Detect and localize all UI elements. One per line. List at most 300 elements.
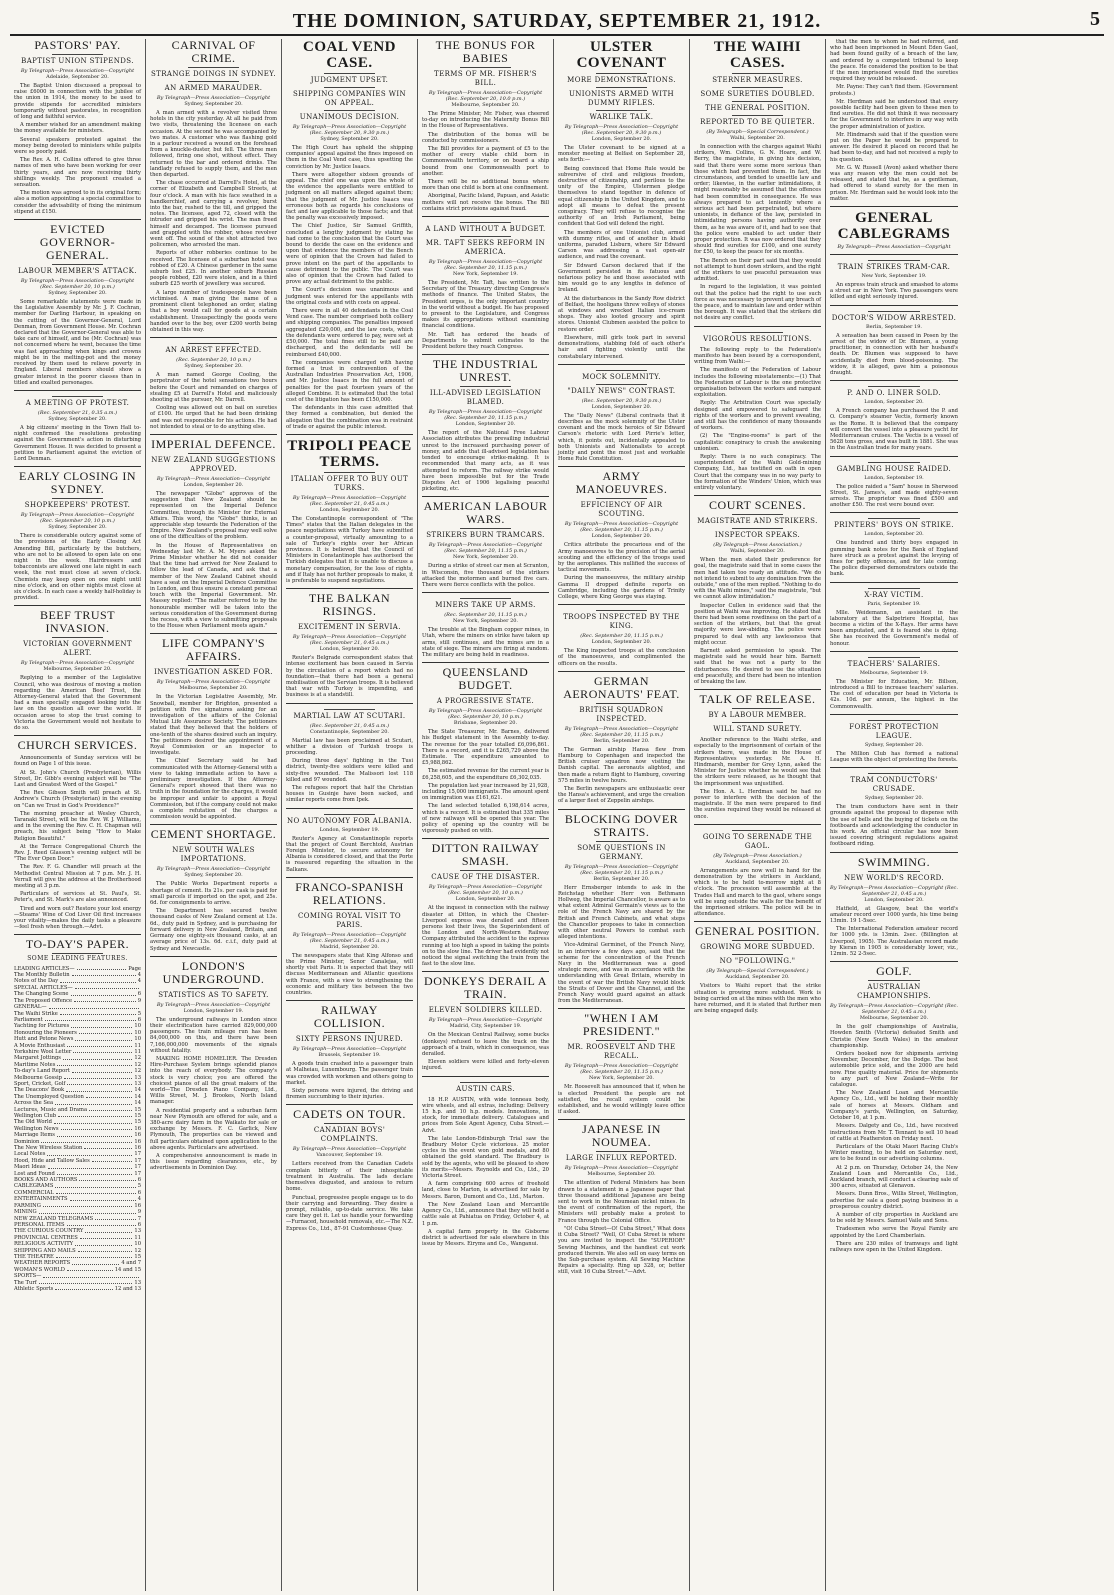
features-item-label: RELIGIOUS ACTIVITY	[14, 1241, 74, 1248]
divider-rule	[460, 1082, 511, 1083]
article-paragraph: When the men stated their preference for goal, the magistrate said that in some cases the men had taken too ready an attitude. "We do not intend to submit to any domination from the outside," one of the men replied. "Nothing to do with the Waihi mines," said the magistrate, "but we cannot allow intimidation."	[694, 557, 821, 601]
features-item-label: SPORTS—	[14, 1273, 42, 1280]
article-subheading: A PROGRESSIVE STATE.	[436, 697, 535, 706]
features-item-label: The Turf	[14, 1279, 37, 1286]
article-paragraph: (2) The "Engine-rooms" is part of the capitalistic conspiracy to crush the awakening unionism.	[694, 433, 821, 452]
features-item-page: 11	[134, 1234, 141, 1241]
article-byline: By Telegraph—Press Association—Copyright (Rec. September 20, 10 p.m.)	[428, 708, 543, 721]
features-item-page: 16	[134, 1202, 141, 1209]
article-paragraph: A farm comprising 600 acres of freehold land, close to Marton, is advertised for sale by Messrs. Baron, Dumont and Co., Ltd., Marton.	[422, 1181, 549, 1200]
article-paragraph: The companies were charged with having formed a trust in contravention of the Australian Industries Preservation Act, 1906, and Mr. Justice Isaacs in the full amount of penalties for the past fourteen years of the alleged Combine. It is estimated that the total cost of the litigation has been £150,000.	[286, 359, 413, 403]
article-paragraph: The trouble at the Bingham copper mines, in Utah, where the miners on strike have taken up arms, still continues, and the mines are in a state of siege. The miners are firing at random. The military are being held in readiness.	[422, 627, 549, 658]
article-paragraph: A big citizens' meeting in the Town Hall to-night confirmed the resolutions protesting against the Government's action in disturbing Government House. It was decided to present a petition to Parliament against the eviction of Lord Denman.	[14, 424, 141, 462]
divider-rule	[868, 773, 919, 774]
features-item-label: Lectures, Music and Drama	[14, 1106, 88, 1113]
article-header	[830, 254, 958, 279]
article-header	[14, 466, 141, 530]
article-paragraph: Another reference to the Waihi strike, and especially to the imprisonment of certain of the strikers there, was made in the House of Representatives yesterday. Mr. A. H. Hindmarsh, member for Grey Lynn, asked the Minister for Justice whether he would see that the strikers were released, as he thought that the imprisonment was unjustified.	[694, 737, 821, 787]
article-subheading: INVESTIGATION ASKED FOR.	[154, 668, 273, 677]
features-item-label: The Unemployed Question	[14, 1093, 84, 1100]
article-header	[422, 592, 549, 624]
dot-leader	[84, 1145, 132, 1149]
article-subheading: TRAIN STRIKES TRAM-CAR.	[837, 263, 951, 272]
features-item-label: The Proposed Offence	[14, 997, 73, 1004]
article-header	[14, 39, 141, 80]
article-paragraph: A man armed with a revolver visited three hotels in the city yesterday. At all he paid from two visits, threatening the licensee on each occasion. At the second he was accompanied by two mates. A customer who was flashing gold in a parlour received a wound on the forehead from a knuckle-duster, but fell. The three men followed, firing one shot, without effect. They returned to the bar and ordered drinks. The landlady refused to supply them, and the men then departed.	[150, 110, 277, 179]
article-paragraph: There is considerable outcry against some of the provisions of the Early Closing Act Amending Bill, particularly by the butchers, who are not to be allowed to open late on one night in the week. Hairdressers and tobacconists are allowed one late night in each week, the rest must close at seven o'clock. Chemists may keep open on one night until nine o'clock, and on other nights must close at six o'clock. In each case a weekly half-holiday is provided.	[14, 533, 141, 602]
article-dateline: Sydney, September 20.	[184, 872, 243, 879]
divider-rule	[732, 101, 783, 102]
article-subheading: MAGISTRATE AND STRIKERS.	[697, 517, 818, 526]
article-subheading: SHIPPING COMPANIES WIN ON APPEAL.	[292, 90, 407, 107]
article-paragraph: Messrs. Dalgety and Co., Ltd., have received instructions from Mr. T. Tennant to sell 10 head of cattle at Featherston on Friday next.	[830, 1123, 958, 1142]
features-item-label: FARMING	[14, 1202, 41, 1209]
column-7	[826, 39, 962, 1591]
article-paragraph: A comprehensive announcement is made in this issue regarding clearances, etc., by advertisements in Dominion Day.	[150, 1152, 277, 1172]
divider-rule	[460, 528, 511, 529]
divider-rule	[460, 1003, 511, 1004]
article-paragraph: The Bench on their part said that they would not attempt to hunt down strikers, and the right of the strikers to use peaceful persuasion was admitted.	[694, 257, 821, 283]
article-byline: By Telegraph—Press Association—Copyright	[20, 68, 135, 74]
article-byline: By Telegraph—Press Association—Copyright (Rec. September 21, 0.45 a.m.)	[292, 931, 407, 944]
dot-leader	[77, 966, 127, 970]
article-subheading: ILL-ADVISED LEGISLATION BLAMED.	[429, 389, 542, 407]
article-dateline: London, September 20.	[591, 136, 652, 142]
column-2	[146, 39, 282, 1591]
article-paragraph: A sensation has been caused in Posen by the arrest of the widow of Dr. Blumen, a young practitioner, in connection with her husband's death. Dr. Blumen was supposed to have accidentally died from blood-poisoning. The widow, it is alleged, gave him a poisonous draught.	[830, 332, 958, 376]
article-headline: CADETS ON TOUR.	[293, 1107, 406, 1122]
divider-rule	[52, 498, 103, 499]
divider-rule	[732, 940, 783, 941]
features-item-label: Yachting for Pictures	[14, 1023, 70, 1030]
article-dateline: London, September 19.	[319, 826, 380, 833]
features-item-label: NEW ZEALAND TELEGRAMS	[14, 1215, 94, 1222]
article-header	[150, 434, 277, 488]
article-paragraph: The Million Club has formed a national League with the object of protecting the forests.	[830, 750, 958, 763]
dot-leader	[56, 1190, 136, 1194]
article-paragraph: A number of city properties in Auckland are to be sold by Messrs. Samuel Vaile and Sons.	[830, 1211, 958, 1225]
dot-leader	[80, 1235, 133, 1239]
features-item-page: 15	[134, 1113, 141, 1120]
article-subheading: UNIONISTS ARMED WITH DUMMY RIFLES.	[568, 90, 675, 107]
article-paragraph: The report of the National Free Labour Association attributes the prevailing industrial unrest to the increased purchasing power of money, and adds that ill-advised legislation has tended to encourage strike-making. It is recommended that many acts, as it was attempted to reform. The railway strike would have been impossible but for the Trade Disputes Act of 1906 legalising peaceful picketing, etc.	[422, 430, 549, 493]
article-header	[14, 735, 141, 752]
article-paragraph: Barnett asked permission to speak. The magistrate said he would hear him. Barnett said that he was not a party to the disturbances. He desired to see the situation end peacefully, and there had been no intention of breaking the law.	[694, 648, 821, 686]
divider-rule	[52, 953, 103, 954]
divider-rule	[52, 396, 103, 397]
article-paragraph: Hatfield, at Glasgow, beat the world's amateur record over 1000 yards, his time being 13min. 19 1-5sec.	[830, 905, 958, 925]
features-item-label: SPECIAL ARTICLES—	[14, 984, 73, 991]
divider-rule	[868, 311, 919, 312]
article-paragraph: The Berlin newspapers are enthusiastic over the Hansa's achievement, and urge the creation of a larger fleet of Zeppelin airships.	[558, 785, 685, 805]
columns-container	[10, 39, 1104, 1591]
article-dateline: New York, September 20.	[452, 618, 519, 625]
features-item-page: 10	[134, 1029, 141, 1036]
column-3	[282, 39, 418, 1591]
article-subheading: MR. TAFT SEEKS REFORM IN AMERICA.	[425, 239, 546, 257]
article-paragraph: Mlle. Weidemann, an assistant in the laboratory at the Salpetriere Hospital, has become a victim of the X-Rays. Her arms have been amputated, and it is feared she is dying. She has received the Government's medal of honour.	[830, 609, 958, 647]
article-paragraph: The members of one Unionist club, armed with dummy rifles, and of another in khaki uniforms, paraded Lisburn, where Sir Edward Carson was addressing a vast open-air audience, and read the covenant.	[558, 229, 685, 261]
article-dateline: London, September 20.	[864, 399, 924, 406]
article-dateline: London, September 20.	[183, 481, 244, 488]
features-item-label: PERSONAL ITEMS	[14, 1221, 65, 1228]
divider-rule	[596, 841, 647, 842]
features-item-page: 15	[134, 1253, 141, 1260]
article-subheading: COMING ROYAL VISIT TO PARIS.	[297, 911, 402, 929]
article-paragraph: The police raided a "Sam" house in Sherwood Street, St. James's, and made eighty-seven arrests. The proprietor was fined £500 and another £50. The rest were bound over.	[830, 483, 958, 509]
article-dateline: Melbourne, September 20.	[859, 1015, 929, 1022]
dot-leader	[49, 1004, 139, 1008]
features-item-label: Honouring the Pioneers	[14, 1029, 77, 1036]
article-dateline: Madrid, City, September 19.	[449, 1023, 522, 1030]
divider-rule	[868, 462, 919, 463]
dot-leader	[55, 1100, 132, 1104]
divider-rule	[460, 67, 511, 68]
features-item-page: 16	[134, 1125, 141, 1132]
article-paragraph: The Rev. F. G. Chandler will preach at the Methodist Central Mission at 7 p.m. Mr. J. H. Verrall will give the address at the Brotherhood meeting at 3 p.m.	[14, 864, 141, 890]
divider-rule	[324, 472, 375, 473]
article-dateline: Sydney, September 20.	[864, 795, 924, 802]
divider-rule	[868, 386, 919, 387]
features-item-label: WOMAN'S WORLD	[14, 1266, 65, 1273]
article-subheading: STERNER MEASURES.	[712, 76, 803, 84]
dot-leader	[71, 991, 136, 995]
dot-leader	[79, 1030, 132, 1034]
features-item-page: 12	[134, 1055, 141, 1062]
article-subheading: X-RAY VICTIM.	[864, 590, 924, 599]
article-paragraph: Mr. Hindmarsh said that if the question were put on the Paper he would be prepared to answer. He desired it placed on record that he had been to-day, and had not received a reply to his question.	[830, 131, 958, 163]
dot-leader	[95, 1216, 136, 1220]
article-paragraph: A residential property and a suburban farm near New Plymouth are offered for sale, and a 380-acre dairy farm in the Waikato for sale or exchange by Messrs. F. C. Garlick, New Plymouth, The properties can be viewed and full particulars obtained upon application to the above agents. Particulars are advertised.	[150, 1107, 277, 1151]
article-byline: By Telegraph—Press Association—Copyright (Rec. September 20, 11.15 p.m.)	[428, 542, 543, 555]
dot-leader	[67, 1267, 113, 1271]
article-subheading: MR. ROOSEVELT AND THE RECALL.	[567, 1043, 676, 1061]
features-item-label: Local Notes	[14, 1151, 46, 1158]
article-paragraph: Tired and worn out? Restore your lost energy—Steams' Wine of Cod Liver Oil first increases your vitality—makes the daily tasks a pleasure—feel fresh when through.—Advt.	[14, 905, 141, 931]
article-subheading: GAMBLING HOUSE RAIDED.	[836, 464, 952, 473]
article-subheading: LARGE INFLUX REPORTED.	[565, 1154, 678, 1163]
features-item-page: 6	[137, 1016, 141, 1023]
article-subheading: AUSTIN CARS.	[456, 1084, 515, 1093]
features-item-label: BOOKS AND AUTHORS	[14, 1177, 78, 1184]
article-paragraph: The estimated revenue for the current year is £6,258,605, and the expenditure £6,302,035.	[422, 768, 549, 781]
divider-rule	[596, 87, 647, 88]
article-header	[558, 1008, 685, 1081]
article-paragraph: Reuter's Agency at Constantinople reports that the project of Count Berchtold, Austrian Foreign Minister, to secure autonomy for Albania is considered closed, and that the Porte is reassured regarding the situation in the Balkans.	[286, 835, 413, 873]
article-paragraph: Visitors to Waihi report that the strike situation is growing more subdued. Work is being carried on at the mines with the men who have returned, and it is stated that further men are being engaged daily.	[694, 983, 821, 1015]
features-item-page: 5	[137, 1010, 141, 1017]
article-paragraph: Martial law has been proclaimed at Scutari, whither a division of Turkish troops is proceeding.	[286, 737, 413, 756]
article-paragraph: Herr Ernsberger intends to ask in the Reichstag whether Herr von Bethmann Hollweg, the Imperial Chancellor, is aware as to what extent Admiral Germain's views as to the role of the French Navy are shared by the British and French Cabinets, and what steps the Chancellor proposes to take in connection with other neutral Powers to combat such alleged intentions.	[558, 884, 685, 941]
article-paragraph: 18 H.P. AUSTIN, with wide tonneau body, wire wheels, and all extras, including: Delivery 15 h.p. and 10 h.p. models. Innovations, in stock, for immediate delivery. Catalogues and prices from Sole Agent Agency, Cuba Street.—Advt.	[422, 1096, 549, 1134]
article-header	[422, 496, 549, 560]
features-item-page: 15	[134, 1119, 141, 1126]
article-paragraph: The Court's decision was unanimous and judgment was entered for the appellants with the original costs and with costs on appeal.	[286, 287, 413, 306]
article-headline: DONKEYS DERAIL A TRAIN.	[424, 974, 547, 1002]
article-dateline: London, September 19.	[864, 474, 924, 481]
article-headline: THE BONUS FOR BABIES	[435, 39, 536, 65]
article-paragraph: The Ulster covenant to be signed at a monster meeting at Belfast on September 28, sets forth:—	[558, 145, 685, 164]
article-headline: QUEENSLAND BUDGET.	[442, 665, 529, 693]
features-header	[14, 934, 141, 962]
article-paragraph: The New Zealand Loan and Mercantile Agency Co., Ltd., will be holding their monthly sale of horses at Messrs. Oldham and Company's yards, Wellington, on Saturday, October 16, at 1 p.m.	[830, 1090, 958, 1122]
divider-rule	[460, 236, 511, 237]
divider-rule	[52, 54, 103, 55]
divider-rule	[868, 518, 919, 519]
article-dateline: Melbourne, September 20.	[451, 102, 520, 108]
article-byline: By Telegraph—Press Association—Copyright (Rec. September 20, 10.0 p.m.)	[428, 90, 543, 102]
article-paragraph: Mr. Herdman said he understood that every possible facility had been given to these men to find sureties. He did not think it was necessary for the Government to interfere in any way with the proper administration of justice.	[830, 98, 958, 130]
dot-leader	[55, 1286, 112, 1290]
article-header	[694, 921, 821, 980]
article-subheading: WARLIKE TALK.	[589, 113, 654, 121]
features-item-label: Sport, Cricket, Golf	[14, 1080, 66, 1087]
features-item-label: Margaret Jottings	[14, 1055, 61, 1062]
article-paragraph: A man named George Cooling, the perpetrator of the hotel sensations two hours before the Court and remanded on charges of stealing £5 at Darrell's Hotel and maliciously shooting at the pursuer, Mr. Darrell.	[150, 372, 277, 403]
features-item-label: The Deacons' Book	[14, 1087, 65, 1094]
article-header	[150, 39, 277, 107]
article-byline: By Telegraph—Press Association—Copyright (Rec. September 20, 11.15 p.m.)	[564, 521, 679, 534]
dot-leader	[75, 1036, 132, 1040]
article-paragraph: Being convinced that Home Rule would be subversive of civil and religious freedom, destructive of citizenship, and perilous to the unity of the Empire, Ulstermen pledge themselves to stand together in defence of equal citizenship in the United Kingdom, and to adopt all means to defeat the present conspiracy. They will refuse to recognise the authority of an Irish Parliament, being confident that God will defend the right.	[558, 165, 685, 228]
article-paragraph: The Rev. Gibson Smith will preach at St. Andrew's Church (Presbyterian) in the evening on "Can we Trust in God's Providence?"	[14, 790, 141, 809]
article-subheading: THE GENERAL POSITION.	[705, 104, 810, 112]
divider-rule	[868, 588, 919, 589]
features-item-page: 6	[137, 1189, 141, 1196]
article-header	[422, 354, 549, 427]
features-item-page: 16	[134, 1138, 141, 1145]
article-paragraph: The Prime Minister, Mr. Fisher, was cheered to-day on introducing the Maternity Bonus Bill in the House of Representatives.	[422, 111, 549, 130]
article-header	[422, 1076, 549, 1094]
article-paragraph: During the manoeuvres, the military airship Gamma II dropped definite reports on Cambridge, including the gardens of Trinity College, where King George was staying.	[558, 575, 685, 600]
divider-rule	[460, 598, 511, 599]
article-headline: COURT SCENES.	[709, 498, 806, 513]
features-item-label: THE THEATRE	[14, 1253, 54, 1260]
article-headline: COAL VEND CASE.	[303, 39, 396, 71]
article-header	[14, 219, 141, 296]
article-paragraph: The Bill provides for a payment of £5 to the mother of every viable child born in Commonwealth territory, or on board a ship bound from one Commonwealth port to another.	[422, 146, 549, 177]
article-dateline: Waihi, September 20.	[730, 135, 785, 141]
article-subheading: MINERS TAKE UP ARMS.	[435, 601, 536, 610]
article-paragraph: There are 230 miles of tramways and light railways now open in the United Kingdom.	[830, 1240, 958, 1253]
dot-leader	[72, 972, 136, 976]
article-headline: THE INDUSTRIAL UNREST.	[432, 357, 539, 385]
article-subheading: NO "FOLLOWING."	[719, 957, 796, 966]
features-item-page: 17	[134, 1157, 141, 1164]
features-item-label: Wellington News	[14, 1125, 59, 1132]
article-dateline: London, September 20.	[591, 533, 652, 540]
dot-leader	[48, 1164, 133, 1168]
article-paragraph: Sixty persons were injured, the driving and firemen succumbing to their injuries.	[286, 1088, 413, 1101]
features-item-page: 4	[137, 972, 141, 979]
article-headline: SWIMMING.	[857, 854, 931, 869]
article-paragraph: The refugees report that half the Christian houses in Gusinje have been sacked, and similar reports come from Ipek.	[286, 785, 413, 804]
dot-leader	[67, 1081, 132, 1085]
features-item-page: 13	[134, 1228, 141, 1235]
article-paragraph: Tradesmen who serve the Royal Family are appointed by the Lord Chamberlain.	[830, 1226, 958, 1239]
article-header	[830, 852, 958, 903]
features-item-label: ENTERTAINMENTS	[14, 1196, 68, 1203]
article-paragraph: In the Victorian Legislative Assembly, Mr. Snowball, member for Brighton, presented a petition with five signatures asking for an investigation of the affairs of the Colonial Mutual Life Assurance Society. The petitioners stated that they believed that the holders of one-tenth of the shares desired such an inquiry. The petitioners desired the appointment of a Royal Commission or an inspector to investigate.	[150, 694, 277, 757]
article-headline: ARMY MANOEUVRES.	[575, 469, 668, 497]
article-paragraph: At 2 p.m. on Thursday, October 24, the New Zealand Loan and Mercantile Co., Ltd., Auckland branch, will conduct a clearing sale of 300 acres, situated at Glenavon.	[830, 1164, 958, 1190]
divider-rule	[596, 73, 647, 74]
article-header	[286, 588, 413, 652]
article-paragraph: The International Federation amateur record for 1000 yds. is 13min. 2sec. (Billington at Liverpool, 1905). The Australasian record made by Kieran in 1905 is considerably lower, viz., 12min. 52 2-5sec.	[830, 926, 958, 958]
article-subheading: SIXTY PERSONS INJURED.	[295, 1035, 404, 1044]
article-header	[286, 877, 413, 950]
article-byline: By Telegraph—Press Association—Copyright	[428, 1017, 543, 1024]
article-dateline: Waihi, September 20.	[730, 548, 785, 555]
article-subheading: WILL STAND SURETY.	[713, 725, 802, 734]
article-paragraph: Mr. G. W. Russell (Avon) asked whether there was any reason why the men could not be released, and stated that he, as a gentleman, had offered to stand surety for the men in prison. Mr. Herdman said he would look into the matter.	[830, 164, 958, 202]
article-subheading: TRAM CONDUCTORS' CRUSADE.	[850, 776, 938, 794]
article-header	[422, 216, 549, 277]
article-dateline: London, September 20.	[591, 403, 652, 410]
article-subheading: P. AND O. LINER SOLD.	[847, 389, 941, 398]
features-item-label: Marriage Items	[14, 1132, 55, 1139]
features-item-label: PROVINCIAL CENTRES	[14, 1234, 78, 1241]
article-subheading: GROWING MORE SUBDUED.	[700, 943, 815, 952]
article-paragraph: In the House of Representatives on Wednesday last Mr. A. M. Myers asked the Prime Minister whether he did not consider that the time had arrived for New Zealand to follow the lead of Canada, and ask that a member of the New Zealand Cabinet should have a seat on the Imperial Defence Committee in London, and thus ensure a constant personal touch with the Imperial Government. Mr. Massey replied: "The matter referred to by the honourable member will be taken into the serious consideration of the Government during the recess, with a view to submitting proposals to the House when Parliament meets again."	[150, 542, 277, 630]
article-byline: (Rec. September 21, 0.35 a.m.)	[37, 409, 118, 416]
article-paragraph: The attention of Federal Ministers has been drawn to a statement in a Japanese paper that three thousand additional Japanese are being sent to work in the Noumean nickel mines. In the event of confirmation of the report, the Ministers will probably make a protest to France through the Colonial Office.	[558, 1180, 685, 1224]
features-item-page: 17	[134, 1164, 141, 1171]
dot-leader	[45, 1017, 136, 1021]
article-dateline: Sydney, September 20.	[184, 101, 243, 107]
article-dateline: London, September 20.	[319, 506, 380, 513]
article-paragraph: The late London-Edinburgh Trial saw the Bradbury Motor Cycle victorious. 25 motor cycles in the event won gold medals, and 80 obtained the gold standard. The Bradbury is sold by the agents, who will be pleased to show its merits—Messrs. Reynolds and Co., Ltd., 20 Victoria Street.	[422, 1135, 549, 1180]
article-paragraph: The "Daily News" (Liberal contrasts that it describes as the mock solemnity of the Ulster covenant and the mock heroics of Sir Edward Carson's rhetoric with Lord Pirrie's letter, which, it points out, incidentally appealed to both Unionists and Nationalists to accept jointly and point the most just and workable Home Rule Constitution.	[558, 412, 685, 463]
masthead-title: THE DOMINION, SATURDAY, SEPTEMBER 21, 1912.	[292, 9, 822, 32]
features-item-label: Hood, Hide and Tallow Sales	[14, 1157, 90, 1164]
divider-rule	[324, 814, 375, 815]
dot-leader	[67, 1043, 132, 1047]
features-item-label: To-day's Land Report	[14, 1068, 70, 1075]
article-headline: CARNIVAL OF CRIME.	[171, 39, 256, 65]
dot-leader	[58, 1113, 132, 1117]
article-subheading: PRINTERS' BOYS ON STRIKE.	[834, 521, 954, 530]
article-headline: GERMAN AERONAUTS' FEAT.	[563, 673, 680, 701]
article-dateline: London, September 20.	[455, 421, 516, 428]
article-byline: By Telegraph—Press Association—Copyright (Rec. September 20, 11.15 p.m.)	[564, 725, 679, 738]
article-byline: By Telegraph—Press Association—Copyright (Rec. September 20, 10 p.m.)	[428, 884, 543, 897]
article-subheading: STRANGE DOINGS IN SYDNEY.	[150, 70, 277, 78]
divider-rule	[732, 528, 783, 529]
article-subheading: EFFICIENCY OF AIR SCOUTING.	[580, 501, 663, 519]
divider-rule	[596, 370, 647, 371]
features-item-page: 6	[137, 1177, 141, 1184]
article-byline: By Telegraph—Press Association—Copyright (Rec. September 20, 11.15 p.m.)	[428, 409, 543, 422]
article-paragraph: During a strike of street car men at Scranton, in Wisconsin, five thousand of the strikers attacked the motormen and burned five cars. There were fierce conflicts with the police.	[422, 563, 549, 588]
article-header	[558, 1119, 685, 1177]
dot-leader	[79, 1177, 135, 1181]
article-subheading: BY A LABOUR MEMBER.	[708, 711, 807, 720]
article-paragraph: Vice-Admiral Germinet, of the French Navy, in an interview a few days ago, said that the scheme for the concentration of the French Navy in the Mediterranean was a good strategic move, and was in accordance with the understanding with Great Britain, whereby in the event of war the British Navy would block the Straits of Dover and the Channel, and the French Navy would guard against an attack from the Mediterranean.	[558, 942, 685, 1005]
article-paragraph: The distribution of the bonus will be conducted by commissioners.	[422, 131, 549, 144]
article-headline: FRANCO-SPANISH RELATIONS.	[295, 879, 404, 907]
divider-rule	[596, 384, 647, 385]
article-dateline: Brisbane, September 20.	[453, 720, 518, 727]
article-header	[422, 971, 549, 1029]
divider-rule	[732, 708, 783, 709]
article-headline: DITTON RAILWAY SMASH.	[431, 841, 540, 869]
article-subheading: SOME SURETIES DOUBLED.	[700, 90, 815, 98]
divider-rule	[52, 264, 103, 265]
article-headline: TALK OF RELEASE.	[699, 692, 816, 707]
article-headline: BEEF TRUST INVASION.	[39, 608, 116, 636]
article-paragraph: A member wished for an amendment making the money available for ministers.	[14, 122, 141, 135]
article-byline: By Telegraph—Press Association—Copyright	[292, 1146, 407, 1153]
features-item-label: Hutt and Petone News	[14, 1036, 74, 1043]
article-subheading: GOING TO SERENADE THE GAOL.	[702, 832, 813, 850]
article-byline: By Telegraph—Press Association—Copyright (Rec. September 20, 10 p.m.)	[20, 278, 135, 291]
article-header	[150, 956, 277, 1014]
article-headline: CHURCH SERVICES.	[17, 738, 138, 753]
article-paragraph: A French company has purchased the P. and O. Company's steamer Vectis, formerly known as the Rome. It is believed that the company will convert the vessel into a pleasure yacht for Mediterranean cruises. The Vectis is a vessel of 5628 tons gross, and was built in 1881. She was in the Australian trade for many years.	[830, 408, 958, 452]
article-headline: THE WAIHI CASES.	[713, 39, 802, 71]
article-header	[286, 703, 413, 735]
article-paragraph: The Constantinople correspondent of "The Times" states that the Italian delegates in the peace negotiations with Turkey have submitted a counter-proposal, virtually amounting to a sale of Turkey's rights over her African provinces. It is believed that the Council of Ministers in Constantinople has authorised the Turkish delegates that it is unable to discuss a monetary compensation, for the loss of rights, and if Italy has not further proposals to make, it is preferable to suspend negotiations.	[286, 515, 413, 584]
article-paragraph: Particulars of the Otaki Maori Racing Club's Winter meeting, to be held on Saturday next, are to be found in our advertising columns.	[830, 1143, 958, 1163]
article-subheading: DOCTOR'S WIDOW ARRESTED.	[831, 313, 957, 322]
article-header	[558, 39, 685, 142]
divider-rule	[324, 1032, 375, 1033]
article-paragraph: Mr. Roosevelt has announced that if, when he is elected President the people are not satisfied, the recall system could be established, and he would willingly leave office if asked.	[558, 1084, 685, 1116]
article-dateline: London, September 20.	[455, 896, 516, 903]
features-item-page: 10	[134, 1036, 141, 1043]
divider-rule	[596, 1151, 647, 1152]
dot-leader	[72, 1260, 119, 1264]
article-paragraph: Arrangements are now well in hand for the demonstration by the strikers in Auckland, which is to be held to-morrow night at 8 o'clock. The procession will assemble at the Trades Hall and march to the gaol, where songs will be sung outside the walls for the benefit of the imprisoned strikers. The police will be in attendance.	[694, 867, 821, 918]
features-item-page: 17	[134, 1170, 141, 1177]
article-dateline: Sydney, September 20.	[48, 290, 107, 297]
features-item-label: GENERAL—	[14, 1004, 47, 1011]
article-header	[558, 364, 685, 410]
article-paragraph: The New Zealand Loan and Mercantile Agency Co., Ltd., announce that they will hold a cattle sale at Pahiatua on Friday, October 4, at 1 p.m.	[422, 1201, 549, 1227]
dot-leader	[63, 1055, 132, 1059]
divider-rule	[732, 87, 783, 88]
features-item-page: 13	[134, 1080, 141, 1087]
dot-leader	[92, 1158, 133, 1162]
article-subheading: NO AUTONOMY FOR ALBANIA.	[286, 816, 413, 825]
article-headline: TRIPOLI PEACE TERMS.	[287, 437, 412, 470]
article-subheading: STRIKERS BURN TRAMCARS.	[426, 531, 545, 540]
article-paragraph: The State Treasurer, Mr. Barnes, delivered his Budget statement in the Assembly to-day. The revenue for the year totalled £6,096,861. There is a record, and it is £265,729 above the Estimate. The expenditure amounted to £5,988,862.	[422, 729, 549, 767]
article-byline: By Telegraph—Press Association—Copyright (Rec. September 20, 9.30 p.m.)	[564, 124, 679, 136]
features-item-page: 12	[134, 1061, 141, 1068]
features-item-page: 14	[134, 1100, 141, 1107]
divider-rule	[868, 260, 919, 261]
dot-leader	[71, 1023, 132, 1027]
article-paragraph: Elsewhere, mill girls took part in several demonstrations, stabbing fold of each other's hair and fighting violently until the constabulary intervened.	[558, 334, 685, 360]
page-number: 5	[1090, 8, 1100, 30]
article-dateline: Sydney, September 20.	[320, 136, 379, 142]
article-paragraph: In the golf championships of Australia, Howden Smith (Victoria) defeated Smith and Christie (New South Wales) in the amateur championship.	[830, 1024, 958, 1049]
dot-leader	[41, 1139, 132, 1143]
article-paragraph: The German airship Hansa flew from Hamburg to Copenhagen and inspected the British cruiser squadron now visiting the Danish capital. The aeronauts alighted, and then made a return flight to Hamburg, covering 575 miles in twelve hours.	[558, 746, 685, 784]
article-subheading: STATISTICS AS TO SAFETY.	[158, 990, 269, 999]
article-header	[830, 714, 958, 748]
article-subheading: BRITISH SQUADRON INSPECTED.	[579, 705, 664, 723]
article-dateline: New York, September 19.	[861, 273, 927, 280]
dot-leader	[70, 1196, 136, 1200]
article-byline: (Rec. September 21, 0.45 a.m.)	[309, 722, 390, 729]
article-subheading: "DAILY NEWS" CONTRAST.	[567, 386, 676, 395]
article-paragraph: Inspector Cullen in evidence said that the position at Waihi was improving. He stated that there had been some rowdiness on the part of a section of the strikers, but that the great majority were law-abiding. The police were prepared to deal with any lawlessness that might occur.	[694, 602, 821, 646]
article-paragraph: The chase occurred at Darrell's Hotel, at the corner of Elizabeth and Campbell Streets, at four o'clock. A man with his face swathed in a handkerchief, and carrying a revolver, burst into the bar, rushed to the till, and gripped the notes. The licensee, aged 72, closed with the intruder and gripped his wrist. The man freed himself and decamped. The licensee pursued and grappled with the robber, whose revolver went off. The sound of the shot attracted two policemen, who arrested the man.	[150, 180, 277, 249]
divider-rule	[188, 343, 239, 344]
